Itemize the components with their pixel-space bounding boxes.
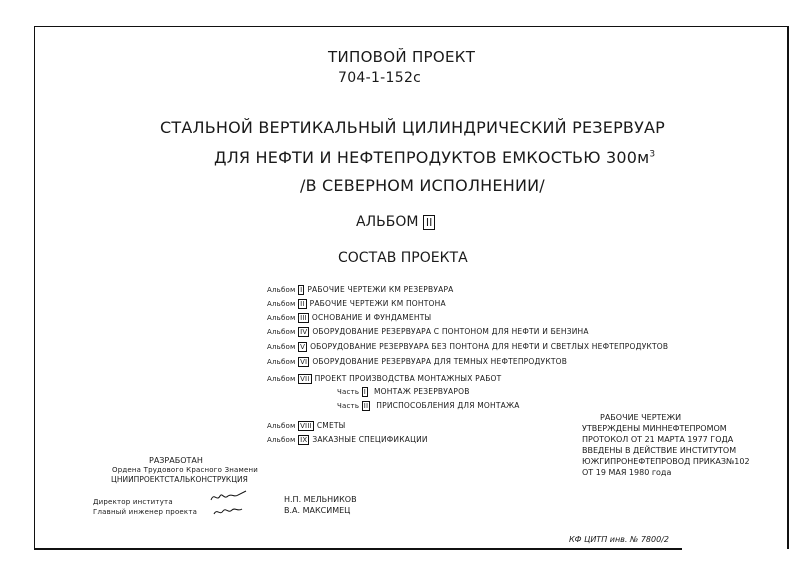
part-roman-numeral: II [363,402,369,410]
album-roman-numeral: VII [300,375,310,383]
album-description: ОБОРУДОВАНИЕ РЕЗЕРВУАРА БЕЗ ПОНТОНА ДЛЯ НЕФТИ И СВЕТЛЫХ НЕФТЕПРОДУКТОВ [310,342,669,351]
approval-line: РАБОЧИЕ ЧЕРТЕЖИ [600,413,682,422]
part-roman-numeral: I [363,388,366,396]
approval-line: ОТ 19 МАЯ 1980 года [582,468,672,477]
inventory-stamp: КФ ЦИТП инв. № 7800/2 [569,535,669,544]
handwritten-signatures [208,488,250,520]
composition-item [267,342,668,351]
album-prefix: Альбом [267,436,296,444]
title-unit: м [637,148,650,167]
album-description: РАБОЧИЕ ЧЕРТЕЖИ КМ ПОНТОНА [309,299,446,308]
album-description: ЗАКАЗНЫЕ СПЕЦИФИКАЦИИ [312,435,428,444]
signature-name-director: Н.П. МЕЛЬНИКОВ [284,495,357,504]
part-prefix: Часть [337,388,360,396]
project-type-label: ТИПОВОЙ ПРОЕКТ [328,48,476,66]
album-roman-numeral: II [300,300,305,308]
project-number: 704-1-152с [338,70,422,86]
album-description: ОБОРУДОВАНИЕ РЕЗЕРВУАРА С ПОНТОНОМ ДЛЯ НЕФТИ И БЕНЗИНА [312,327,589,336]
composition-part [337,387,470,396]
approval-line: ЮЖГИПРОНЕФТЕПРОВОД ПРИКАЗ№102 [582,457,750,466]
composition-item [267,421,346,430]
album-description: ПРОЕКТ ПРОИЗВОДСТВА МОНТАЖНЫХ РАБОТ [314,374,502,383]
album-label: АЛЬБОМ [356,214,419,230]
album-prefix: Альбом [267,343,296,351]
developer-org-line-2: ЦНИИПРОЕКТСТАЛЬКОНСТРУКЦИЯ [111,475,248,484]
album-prefix: Альбом [267,422,296,430]
signature-name-chief-engineer: В.А. МАКСИМЕЦ [284,506,351,515]
album-roman-numeral: I [300,286,303,294]
album-roman-numeral: III [300,314,307,322]
composition-item [267,374,501,383]
album-number: II [423,215,436,230]
approval-line: УТВЕРЖДЕНЫ МИННЕФТЕПРОМОМ [582,424,727,433]
signature-role-director: Директор института [93,498,173,506]
frame-bottom-line [34,548,682,550]
album-roman-numeral: VI [300,358,308,366]
title-line-2 [214,148,655,167]
composition-title: СОСТАВ ПРОЕКТА [338,250,468,266]
approval-line: ВВЕДЕНЫ В ДЕЙСТВИЕ ИНСТИТУТОМ [582,446,737,455]
album-roman-numeral: V [300,343,306,351]
title-line-1: СТАЛЬНОЙ ВЕРТИКАЛЬНЫЙ ЦИЛИНДРИЧЕСКИЙ РЕЗЕРВУАР [160,118,666,137]
album-roman-numeral: VIII [300,422,312,430]
part-prefix: Часть [337,402,360,410]
album-roman-numeral: IX [300,436,308,444]
album-prefix: Альбом [267,286,296,294]
part-description: МОНТАЖ РЕЗЕРВУАРОВ [374,387,470,396]
composition-item [267,299,446,308]
composition-item [267,327,589,336]
composition-item [267,313,431,322]
album-prefix: Альбом [267,375,296,383]
album-prefix: Альбом [267,328,296,336]
album-heading [356,214,435,230]
title-line-2-text: ДЛЯ НЕФТИ И НЕФТЕПРОДУКТОВ ЕМКОСТЬЮ 300 [214,148,638,167]
composition-part [337,401,520,410]
signature-role-chief-engineer: Главный инженер проекта [93,508,198,516]
part-description: ПРИСПОСОБЛЕНИЯ ДЛЯ МОНТАЖА [376,401,520,410]
approval-line: ПРОТОКОЛ ОТ 21 МАРТА 1977 ГОДА [582,435,734,444]
developer-org-line-1: Ордена Трудового Красного Знамени [112,466,259,474]
composition-item [267,285,454,294]
album-prefix: Альбом [267,300,296,308]
album-roman-numeral: IV [300,328,308,336]
developer-label: РАЗРАБОТАН [149,456,203,465]
album-description: ОСНОВАНИЕ И ФУНДАМЕНТЫ [311,313,432,322]
album-prefix: Альбом [267,314,296,322]
title-line-3: /В СЕВЕРНОМ ИСПОЛНЕНИИ/ [300,176,545,195]
title-unit-sup: 3 [649,149,656,160]
composition-item [267,435,428,444]
composition-item [267,357,567,366]
album-description: РАБОЧИЕ ЧЕРТЕЖИ КМ РЕЗЕРВУАРА [307,285,454,294]
album-description: ОБОРУДОВАНИЕ РЕЗЕРВУАРА ДЛЯ ТЕМНЫХ НЕФТЕПРОДУКТОВ [312,357,568,366]
album-description: СМЕТЫ [316,421,346,430]
album-prefix: Альбом [267,358,296,366]
